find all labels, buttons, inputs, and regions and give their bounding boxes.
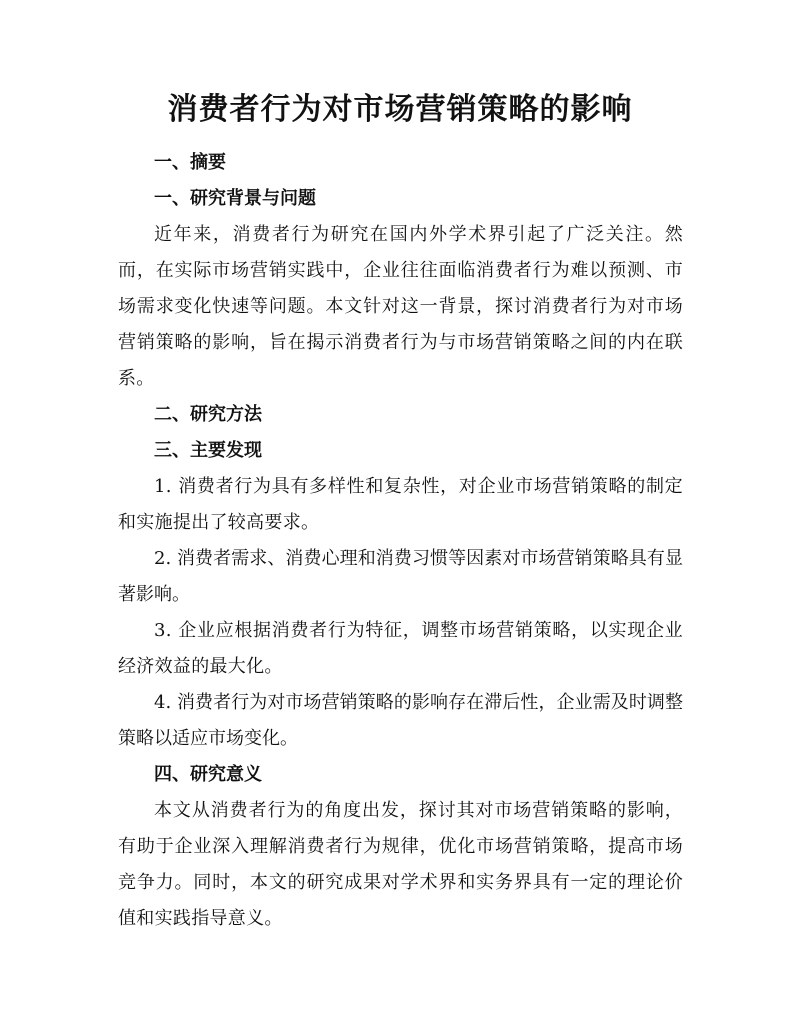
background-heading: 一、研究背景与问题	[154, 188, 316, 209]
finding-item-4: 4. 消费者行为对市场营销策略的影响存在滞后性，企业需及时调整策略以适应市场变化。	[118, 692, 683, 749]
finding-item-3: 3. 企业应根据消费者行为特征，调整市场营销策略，以实现企业经济效益的最大化。	[118, 620, 683, 677]
abstract-heading: 一、摘要	[154, 152, 226, 173]
significance-paragraph: 本文从消费者行为的角度出发，探讨其对市场营销策略的影响，有助于企业深入理解消费者行为规律，优化市场营销策略，提高市场竞争力。同时，本文的研究成果对学术界和实务界具有一定的理论价值和实践指导意义。	[118, 800, 683, 929]
document-body	[118, 145, 683, 937]
finding-item-2: 2. 消费者需求、消费心理和消费习惯等因素对市场营销策略具有显著影响。	[118, 548, 683, 605]
findings-heading: 三、主要发现	[154, 440, 262, 461]
significance-heading: 四、研究意义	[154, 764, 262, 785]
background-paragraph: 近年来，消费者行为研究在国内外学术界引起了广泛关注。然而，在实际市场营销实践中，企业往往面临消费者行为难以预测、市场需求变化快速等问题。本文针对这一背景，探讨消费者行为对市场营销策略的影响，旨在揭示消费者行为与市场营销策略之间的内在联系。	[118, 224, 683, 389]
methods-heading: 二、研究方法	[154, 404, 262, 425]
document-title: 消费者行为对市场营销策略的影响	[167, 92, 633, 127]
finding-item-1: 1. 消费者行为具有多样性和复杂性，对企业市场营销策略的制定和实施提出了较高要求。	[118, 476, 683, 533]
